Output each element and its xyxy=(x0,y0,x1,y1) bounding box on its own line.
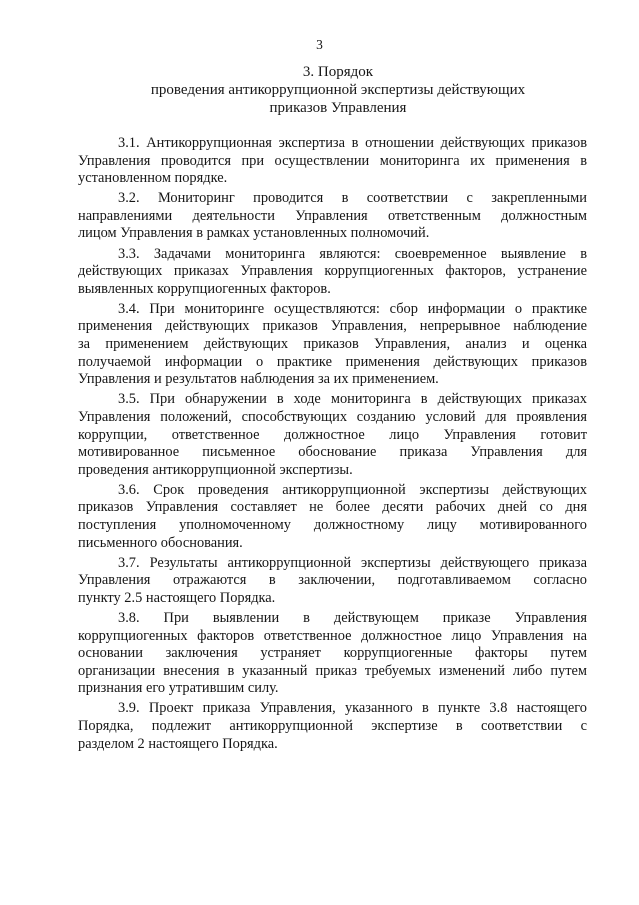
paragraph-line: основании заключения устраняет коррупциогенные факторы путем xyxy=(78,645,587,662)
paragraph-line: действующих приказах Управления коррупциогенных факторов, устранение xyxy=(78,263,587,280)
paragraph-line: применения действующих приказов Управления, непрерывное наблюдение xyxy=(78,318,587,335)
paragraph-line: поступления уполномоченному должностному лицу мотивированного xyxy=(78,516,587,533)
section-heading xyxy=(78,63,598,117)
paragraph-line: коррупции, ответственное должностное лицо Управления готовит xyxy=(78,426,587,443)
heading-line: проведения антикоррупционной экспертизы действующих xyxy=(150,82,526,98)
paragraph-line: Управления отражаются в заключении, подготавливаемом согласно xyxy=(78,572,587,589)
paragraph-line: установленном порядке. xyxy=(78,170,228,187)
paragraph-line: Порядка, подлежит антикоррупционной экспертизе в соответствии с xyxy=(78,718,587,734)
paragraph-line: 3.4. При мониторинге осуществляются: сбор информации о практике xyxy=(118,300,587,317)
paragraph-1 xyxy=(78,135,587,188)
paragraph-line: признания его утратившим силу. xyxy=(78,680,279,697)
paragraph-line: Управления положений, способствующих созданию условий для проявления xyxy=(78,408,587,425)
paragraph-line: 3.3. Задачами мониторинга являются: своевременное выявление в xyxy=(118,245,587,262)
paragraph-line: 3.6. Срок проведения антикоррупционной экспертизы действующих xyxy=(118,481,587,498)
paragraph-line: 3.9. Проект приказа Управления, указанного в пункте 3.8 настоящего xyxy=(118,700,587,717)
paragraph-8 xyxy=(78,610,587,698)
paragraph-6 xyxy=(78,482,587,552)
paragraph-line: лицом Управления в рамках установленных полномочий. xyxy=(78,225,430,242)
paragraph-line: коррупциогенных факторов ответственное должностное лицо Управления на xyxy=(78,627,587,644)
heading-line: приказов Управления xyxy=(269,100,407,116)
paragraph-line: выявленных коррупциогенных факторов. xyxy=(78,280,331,297)
paragraph-line: получаемой информации о практике применения действующих приказов xyxy=(78,353,587,370)
paragraph-line: 3.1. Антикоррупционная экспертиза в отношении действующих приказов xyxy=(118,135,587,151)
paragraph-5 xyxy=(78,391,587,479)
paragraph-line: разделом 2 настоящего Порядка. xyxy=(78,735,278,752)
paragraph-line: приказов Управления составляет не более десяти рабочих дней со дня xyxy=(78,499,587,516)
paragraph-line: Управления и результатов наблюдения за их применением. xyxy=(78,371,439,388)
paragraph-line: за применением действующих приказов Управления, анализ и оценка xyxy=(78,336,587,353)
page-number: 3 xyxy=(316,37,323,52)
paragraph-4 xyxy=(78,301,587,389)
paragraph-line: проведения антикоррупционной экспертизы. xyxy=(78,461,353,478)
paragraph-line: пункту 2.5 настоящего Порядка. xyxy=(78,589,276,606)
paragraph-line: направлениями деятельности Управления ответственным должностным xyxy=(78,207,587,224)
paragraph-7 xyxy=(78,555,587,608)
heading-line: 3. Порядок xyxy=(302,64,374,80)
paragraph-line: письменного обоснования. xyxy=(78,534,243,551)
paragraph-line: 3.7. Результаты антикоррупционной экспертизы действующего приказа xyxy=(118,554,587,571)
paragraph-3 xyxy=(78,246,587,299)
paragraph-line: Управления проводится при осуществлении мониторинга их применения в xyxy=(78,152,587,169)
paragraph-2 xyxy=(78,190,587,243)
document-body xyxy=(78,135,587,756)
paragraph-line: организации внесения в указанный приказ требуемых изменений либо путем xyxy=(78,662,587,679)
paragraph-9 xyxy=(78,700,587,753)
paragraph-line: мотивированное письменное обоснование приказа Управления для xyxy=(78,444,587,461)
paragraph-line: 3.5. При обнаружении в ходе мониторинга в действующих приказах xyxy=(118,391,587,408)
paragraph-line: 3.8. При выявлении в действующем приказе Управления xyxy=(118,609,587,626)
paragraph-line: 3.2. Мониторинг проводится в соответствии с закрепленными xyxy=(118,190,587,207)
